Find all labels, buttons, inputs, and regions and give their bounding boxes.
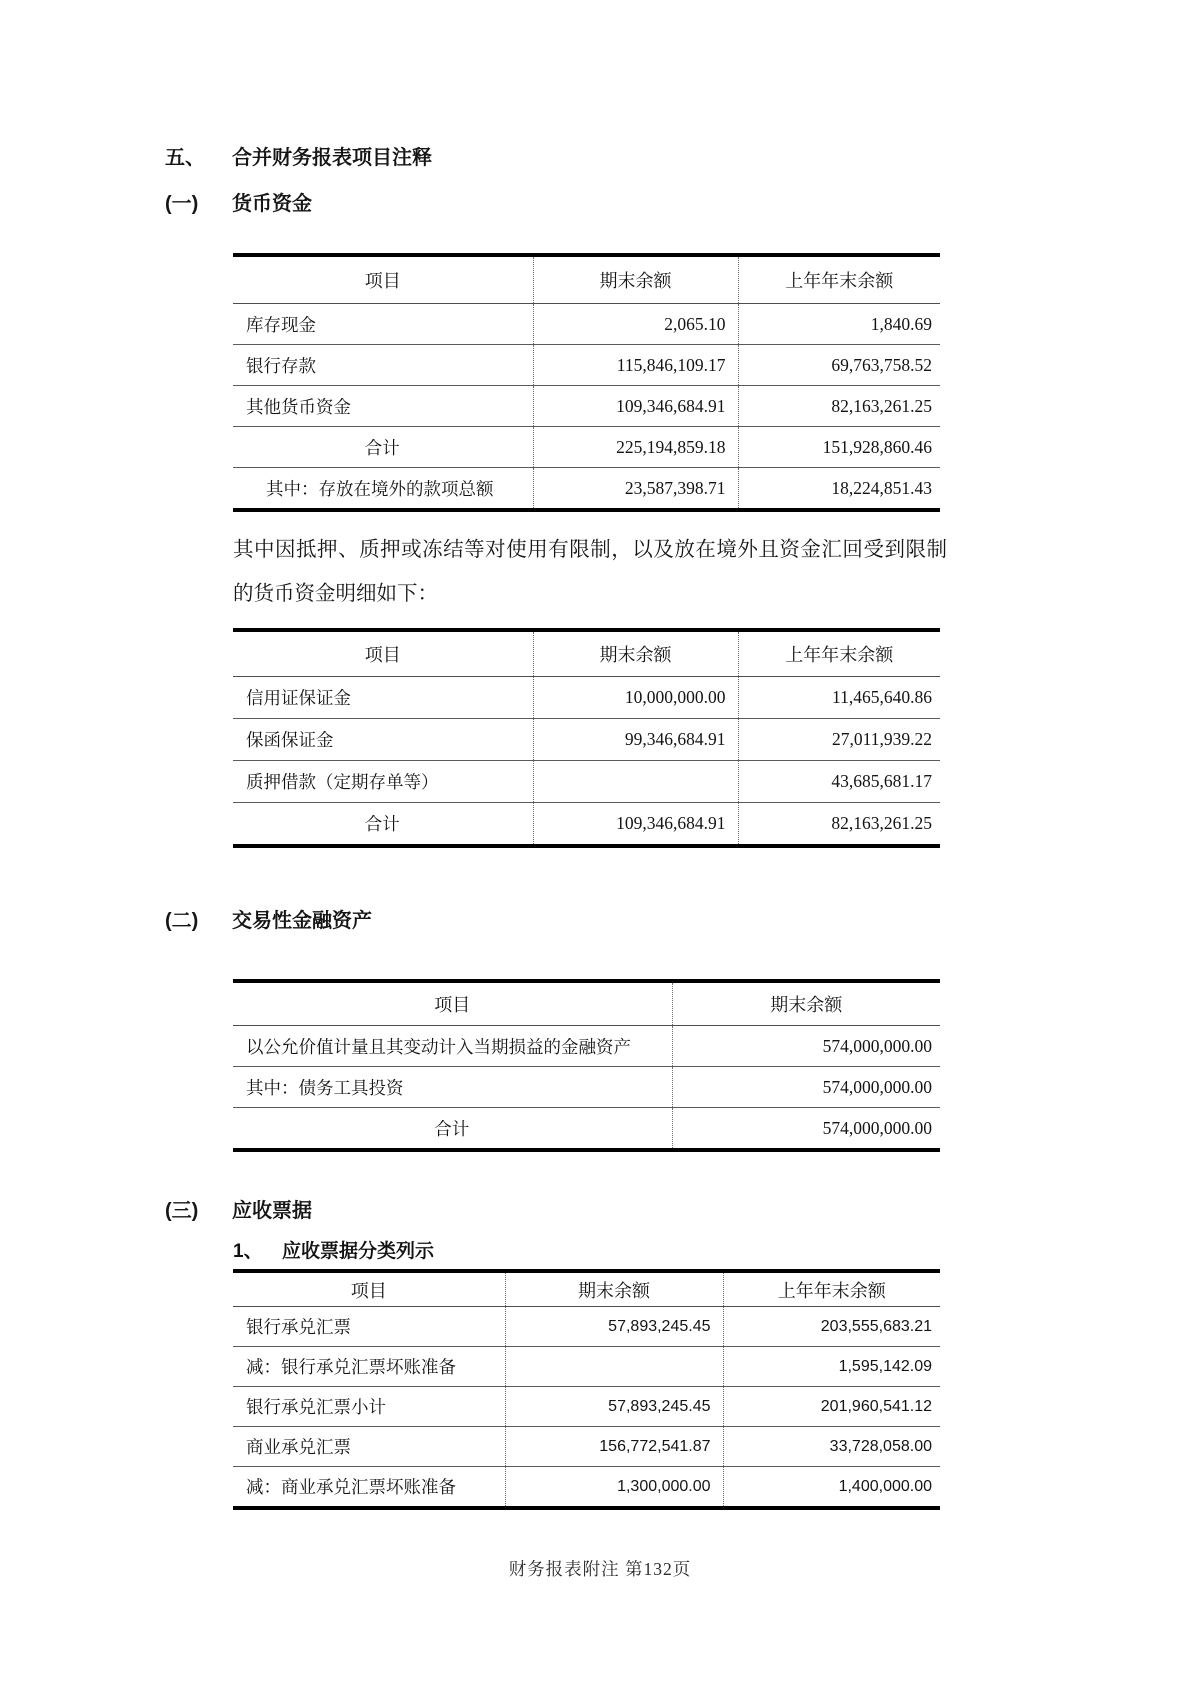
ending-balance-cell: 1,300,000.00 — [505, 1467, 723, 1509]
table-row — [233, 386, 940, 427]
table-row — [233, 1026, 940, 1067]
section1-title: 货币资金 — [232, 193, 312, 215]
subsection1-number: 1、 — [233, 1241, 263, 1262]
item-cell: 商业承兑汇票 — [233, 1427, 505, 1467]
item-cell: 合计 — [434, 1118, 470, 1139]
item-cell: 信用证保证金 — [233, 677, 533, 719]
subsection1-title: 应收票据分类列示 — [282, 1241, 435, 1262]
ending-balance-cell: 109,346,684.91 — [533, 386, 738, 427]
ending-balance-cell: 109,346,684.91 — [533, 803, 738, 847]
notes-receivable-table — [233, 1269, 940, 1510]
ending-balance-cell: 574,000,000.00 — [672, 1067, 940, 1108]
page-title-number: 五、 — [165, 147, 205, 169]
prior-balance-cell: 33,728,058.00 — [723, 1427, 940, 1467]
section3-title: 应收票据 — [232, 1200, 312, 1222]
ending-balance-cell: 99,346,684.91 — [533, 719, 738, 761]
col-header-ending-balance: 期末余额 — [505, 1271, 723, 1307]
table-total-row — [233, 803, 940, 847]
col-header-ending-balance: 期末余额 — [672, 981, 940, 1026]
col-header-item: 项目 — [233, 630, 533, 677]
item-cell: 合计 — [233, 427, 533, 468]
prior-balance-cell: 1,840.69 — [738, 304, 940, 345]
prior-balance-cell: 1,400,000.00 — [723, 1467, 940, 1509]
prior-balance-cell: 82,163,261.25 — [738, 386, 940, 427]
table-row — [233, 761, 940, 803]
table-header-row — [233, 630, 940, 677]
item-cell: 银行存款 — [233, 345, 533, 386]
ending-balance-cell: 57,893,245.45 — [505, 1387, 723, 1427]
ending-balance-cell: 2,065.10 — [533, 304, 738, 345]
table-total-row — [233, 1108, 940, 1151]
prior-balance-cell: 82,163,261.25 — [738, 803, 940, 847]
col-header-prior-year-balance: 上年年末余额 — [738, 255, 940, 304]
ending-balance-cell — [505, 1347, 723, 1387]
item-cell: 以公允价值计量且其变动计入当期损益的金融资产 — [233, 1026, 672, 1067]
col-header-item: 项目 — [233, 1271, 505, 1307]
col-header-item: 项目 — [233, 981, 672, 1026]
item-cell: 质押借款（定期存单等） — [233, 761, 533, 803]
item-cell: 银行承兑汇票 — [233, 1307, 505, 1347]
item-cell: 其中：债务工具投资 — [233, 1067, 672, 1108]
ending-balance-cell: 115,846,109.17 — [533, 345, 738, 386]
section3-number: (三) — [165, 1200, 199, 1222]
restricted-funds-table — [233, 628, 940, 848]
table-row — [233, 719, 940, 761]
section2-title: 交易性金融资产 — [232, 910, 372, 932]
ending-balance-cell: 23,587,398.71 — [533, 468, 738, 511]
prior-balance-cell: 69,763,758.52 — [738, 345, 940, 386]
subsection-heading-notes-receivable-classification — [233, 1236, 980, 1263]
item-cell: 库存现金 — [233, 304, 533, 345]
table-total-row — [233, 427, 940, 468]
prior-balance-cell: 151,928,860.46 — [738, 427, 940, 468]
table-row — [233, 1347, 940, 1387]
col-header-prior-year-balance: 上年年末余额 — [723, 1271, 940, 1307]
table-row — [233, 304, 940, 345]
ending-balance-cell: 57,893,245.45 — [505, 1307, 723, 1347]
item-cell: 减：银行承兑汇票坏账准备 — [233, 1347, 505, 1387]
table-row — [233, 1427, 940, 1467]
table-header-row — [233, 981, 940, 1026]
table-row — [233, 1387, 940, 1427]
section-heading-trading-financial-assets — [165, 904, 980, 933]
ending-balance-cell: 225,194,859.18 — [533, 427, 738, 468]
prior-balance-cell: 27,011,939.22 — [738, 719, 940, 761]
table-row — [233, 677, 940, 719]
restricted-funds-note: 其中因抵押、质押或冻结等对使用有限制，以及放在境外且资金汇回受到限制的货币资金明细如下： — [233, 539, 947, 605]
prior-balance-cell: 201,960,541.12 — [723, 1387, 940, 1427]
prior-balance-cell: 18,224,851.43 — [738, 468, 940, 511]
table-header-row — [233, 255, 940, 304]
table-row — [233, 345, 940, 386]
section-heading-monetary-funds — [165, 187, 980, 216]
ending-balance-cell: 156,772,541.87 — [505, 1427, 723, 1467]
item-cell: 其他货币资金 — [233, 386, 533, 427]
item-cell: 其中：存放在境外的款项总额 — [266, 478, 494, 499]
col-header-item: 项目 — [233, 255, 533, 304]
table-header-row — [233, 1271, 940, 1307]
prior-balance-cell: 1,595,142.09 — [723, 1347, 940, 1387]
ending-balance-cell — [533, 761, 738, 803]
prior-balance-cell: 203,555,683.21 — [723, 1307, 940, 1347]
prior-balance-cell: 43,685,681.17 — [738, 761, 940, 803]
table-row — [233, 1067, 940, 1108]
section1-number: (一) — [165, 193, 199, 215]
col-header-ending-balance: 期末余额 — [533, 255, 738, 304]
item-cell: 减：商业承兑汇票坏账准备 — [246, 1477, 456, 1497]
prior-balance-cell: 11,465,640.86 — [738, 677, 940, 719]
page-title-text: 合并财务报表项目注释 — [232, 147, 432, 169]
table-row — [233, 468, 940, 511]
table-row — [233, 1307, 940, 1347]
ending-balance-cell: 574,000,000.00 — [672, 1026, 940, 1067]
col-header-prior-year-balance: 上年年末余额 — [738, 630, 940, 677]
trading-financial-assets-table — [233, 979, 940, 1152]
section2-number: (二) — [165, 910, 199, 932]
section-heading-notes-receivable — [165, 1194, 980, 1223]
col-header-ending-balance: 期末余额 — [533, 630, 738, 677]
page-title — [165, 141, 980, 170]
page-footer: 财务报表附注 第132页 — [508, 1559, 692, 1579]
item-cell: 银行承兑汇票小计 — [233, 1387, 505, 1427]
ending-balance-cell: 574,000,000.00 — [672, 1108, 940, 1151]
table-row — [233, 1467, 940, 1509]
monetary-funds-table — [233, 253, 940, 512]
ending-balance-cell: 10,000,000.00 — [533, 677, 738, 719]
item-cell: 保函保证金 — [233, 719, 533, 761]
item-cell: 合计 — [364, 814, 400, 834]
